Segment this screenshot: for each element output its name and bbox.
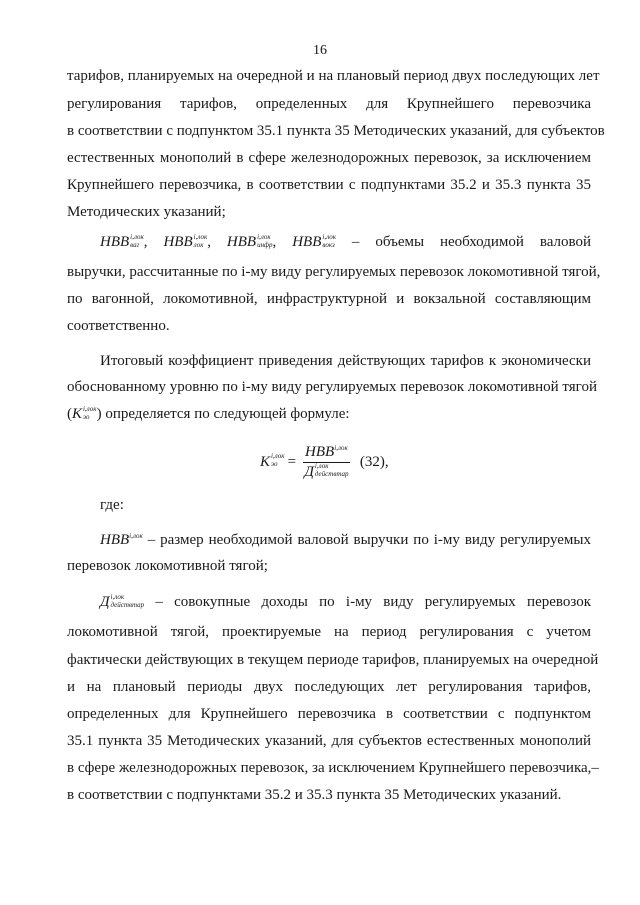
text-line: в соответствии с подпунктом 35.1 пункта 35 Методических указаний, для субъектов [67,123,605,139]
text-line: 35.1 пункта 35 Методических указаний, для субъектов естественных монополий [67,733,591,749]
text-line: перевозок локомотивной тягой; [67,558,268,574]
text-line: Д i,лок действтар – совокупные доходы по i-му виду регулируемых перевозок [100,592,592,610]
symbol-d-deystvtar: Д i,лок действтар [100,592,145,610]
text-line: естественных монополий в сфере железнодорожных перевозок, за исключением [67,150,591,166]
text-line: $НВВ^{i,лок}$ – размер необходимой валовой выручки по i-му виду регулируемых [100,532,591,548]
text-line: по вагонной, локомотивной, инфраструктурной и вокзальной составляющим [67,291,591,307]
text-line: Методических указаний; [67,204,226,220]
text-line: соответственно. [67,318,170,334]
text-line: Итоговый коэффициент приведения действующих тарифов к экономически [100,353,591,369]
text-line: определенных для Крупнейшего перевозчика в соответствии с подпунктом [67,706,591,722]
formula-numerator: $НВВ^{i,лок}$ [303,444,350,463]
formula-number: (32), [359,453,389,470]
formula-denominator: Д i,лок действтар [304,462,349,480]
where-label: где: [100,497,124,513]
symbol-nvv-vag: НВВ i,лок ваг [100,232,144,250]
text-line: выручки, рассчитанные по i-му виду регулируемых перевозок локомотивной тягой, [67,264,601,280]
text-line: регулирования тарифов, определенных для Крупнейшего перевозчика [67,96,591,112]
formula-lhs: К i,лок эо [260,452,285,470]
symbol-nvv-vokz: НВВ i,лок вокз [292,232,336,250]
text-line: тарифов, планируемых на очередной и на плановый период двух последующих лет [67,68,600,84]
formula-equals: = [287,453,297,470]
page-number: 16 [313,43,327,58]
text-line: в сфере железнодорожных перевозок, за исключением Крупнейшего перевозчика,– [67,760,599,776]
text-line: обоснованному уровню по i-му виду регулируемых перевозок локомотивной тягой [67,379,597,395]
text-line: локомотивной тягой, проектируемые на период регулирования с учетом [67,624,591,640]
symbol-nvv-infr: НВВ i,лок инфр [226,232,273,250]
text-line: Крупнейшего перевозчика, в соответствии с подпунктами 35.2 и 35.3 пункта 35 [67,177,591,193]
symbols-line: НВВ i,лок ваг , НВВ i,лок лок , НВВ i,лок инфр , НВВ i,лок вокз – объемы необходимой валовой [100,232,591,250]
text-line: и на плановый периоды двух последующих лет регулирования тарифов, [67,679,591,695]
definition-text: – объемы необходимой валовой [351,234,591,250]
symbol-nvv-lok: НВВ i,лок лок [163,232,208,250]
text-line: фактически действующих в текущем периоде тарифов, планируемых на очередной [67,652,599,668]
text-line: в соответствии с подпунктами 35.2 и 35.3 пункта 35 Методических указаний. [67,787,562,803]
text-line: (К i,лок эо ) определяется по следующей формуле: [67,404,350,422]
symbol-k-eo: К i,лок эо [72,404,97,422]
formula-32 [260,437,389,487]
symbol-nvv: $НВВ^{i,лок}$ [100,532,143,548]
formula-fraction [303,444,350,481]
